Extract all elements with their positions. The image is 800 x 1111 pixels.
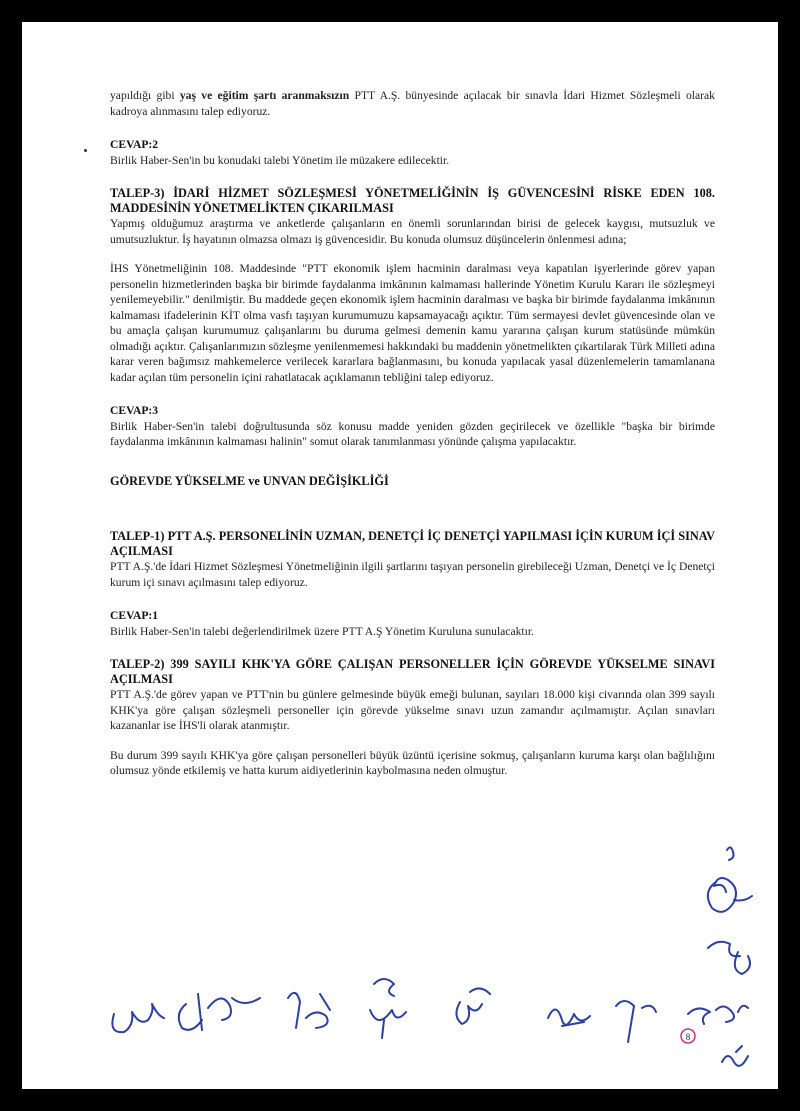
intro-bold-text: yaş ve eğitim şartı aranmaksızın	[179, 89, 350, 102]
margin-signature-5	[722, 1046, 748, 1066]
cevap3-text: Birlik Haber-Sen'in talebi doğrultusunda söz konusu madde yeniden gözden geçirilecek ve özellikle "başka bir birimde faydalanma imkânının kalmaması halinin" somut olarak tanımlanması yönünde çalışma yapılacaktır.	[110, 419, 715, 448]
page-number: 8	[685, 1032, 691, 1042]
bottom-signature-5	[456, 988, 490, 1024]
cevap2-label: CEVAP:2	[110, 138, 159, 151]
cevap3-label: CEVAP:3	[110, 404, 159, 417]
bottom-signature-2	[179, 994, 260, 1030]
bottom-signature-3	[288, 993, 330, 1028]
talep1-text: PTT A.Ş.'de İdari Hizmet Sözleşmesi Yönetmeliğinin ilgili şartlarını taşıyan personelin girebileceği Uzman, Denetçi ve İç Denetçi kurum içi sınavı açılmasını talep ediyoruz.	[110, 560, 715, 589]
document-page	[22, 22, 778, 1089]
bottom-signature-7	[616, 1001, 656, 1042]
talep3-paragraph-1: Yapmış olduğumuz araştırma ve anketlerde çalışanların en önemli sorunlarından birisi de gelecek kaygısı, mutsuzluk ve umutsuzluktur. İş hayatının olmazsa olmazı iş güvencesidir. Bu konuda olumsuz düşüncelerin önlenmesi adına;	[110, 217, 715, 246]
margin-signature-4	[688, 1006, 748, 1024]
talep2-paragraph-1: PTT A.Ş.'de görev yapan ve PTT'nin bu günlere gelmesinde büyük emeği bulunan, sayıları 18.000 kişi civarında olan 399 sayılı KHK'ya göre çalışan sözleşmeli personeller için görevde yükselme sınavı uzun zamandır açılmamıştır. Açılan sınavları kazananlar ise İHS'li olarak atanmıştır.	[110, 688, 715, 732]
cevap2-text: Birlik Haber-Sen'in bu konudaki talebi Yönetim ile müzakere edilecektir.	[110, 153, 450, 167]
talep3-title: TALEP-3) İDARİ HİZMET SÖZLEŞMESİ YÖNETMELİĞİNİN İŞ GÜVENCESİNİ RİSKE EDEN 108. MADDESİNİN YÖNETMELİKTEN ÇIKARILMASI	[110, 186, 715, 215]
signatures	[22, 22, 778, 1089]
margin-signature-1	[727, 847, 734, 860]
talep2-title: TALEP-2) 399 SAYILI KHK'YA GÖRE ÇALIŞAN PERSONELLER İÇİN GÖREVDE YÜKSELME SINAVI AÇILMASI	[110, 657, 715, 686]
bottom-signature-6	[548, 1009, 590, 1026]
page-number-mark	[681, 1029, 695, 1043]
cevap1-text: Birlik Haber-Sen'in talebi değerlendirilmek üzere PTT A.Ş Yönetim Kuruluna sunulacaktır.	[110, 624, 534, 638]
intro-text-1: yapıldığı gibi	[110, 89, 180, 102]
section-title: GÖREVDE YÜKSELME ve UNVAN DEĞİŞİKLİĞİ	[110, 473, 389, 488]
margin-signature-2	[708, 878, 752, 912]
cevap1-label: CEVAP:1	[110, 609, 159, 622]
talep3-paragraph-2: İHS Yönetmeliğinin 108. Maddesinde "PTT ekonomik işlem hacminin daralması veya kapatılan işyerlerinde görev yapan personelin hizmetlerinden başka bir birimde faydalanma imkânının kalmaması hallerinde Yönetim Kurulu Kararı ile sözleşmeyi yenilemeyebilir." denilmiştir. Bu maddede geçen ekonomik işlem hacminin daralması ve başka bir birimde faydalanma imkânının kalmaması ifadelerinin KİT olma vasfı taşıyan kurumumuzu kapsamayacağı açıktır. Tüm sermayesi devlet güvencesinde olan ve bu amaçla çalışan kurumumuz çalışanlarını bu duruma gelmesi demenin kamu yararına çalışan kurum statüsünde mümkün olmadığı açıktır. Çalışanlarımızın sözleşme yenilenmemesi hakkındaki bu maddenin yönetmelikten çıkartılarak Türk Milleti adına karar veren bağımsız mahkemelerce verilecek kararlara bağlanmasını, bu konuda yapılacak yasal düzenlemelerin tamamlanana kadar açılan tüm personelin içini rahatlatacak açıklamanın tebliğini talep ediyoruz.	[110, 262, 715, 384]
bottom-signature-1	[112, 1004, 164, 1032]
intro-text-2: PTT A.Ş. bünyesinde açılacak bir sınavla İdari Hizmet Sözleşmeli olarak kadroya alınmasını talep ediyoruz.	[110, 89, 715, 118]
margin-signature-3	[708, 942, 750, 974]
talep1-title: TALEP-1) PTT A.Ş. PERSONELİNİN UZMAN, DENETÇİ İÇ DENETÇİ YAPILMASI İÇİN KURUM İÇİ SINAV AÇILMASI	[110, 529, 715, 558]
talep2-paragraph-2: Bu durum 399 sayılı KHK'ya göre çalışan personelleri büyük üzüntü içerisine sokmuş, çalışanların kuruma karşı olan bağlılığını olumsuz yönde etkilemiş ve hatta kurum aidiyetlerinin kaybolmasına neden olmuştur.	[110, 748, 715, 777]
bottom-signature-4	[370, 979, 406, 1038]
